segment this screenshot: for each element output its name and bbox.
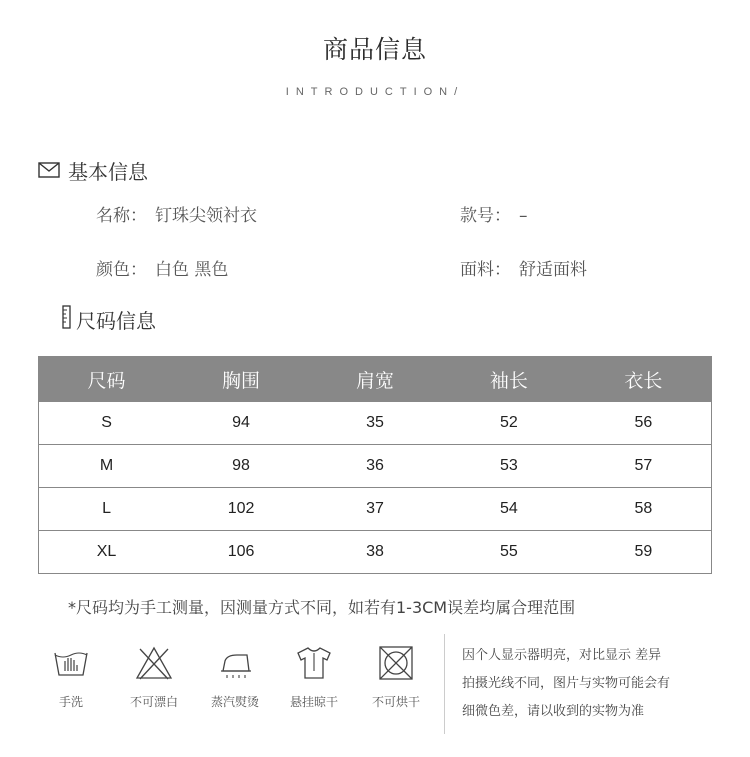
table-cell: 106	[174, 531, 308, 574]
page-subtitle: INTRODUCTION/	[285, 86, 465, 98]
care-item-no-tumble-dry	[356, 645, 436, 710]
table-cell: XL	[39, 531, 175, 574]
field-label: 款号：	[460, 206, 511, 226]
care-item-steam-iron	[195, 645, 275, 710]
column-header: 袖长	[442, 357, 576, 402]
divider	[444, 634, 445, 734]
table-cell: 53	[442, 445, 576, 488]
care-item-hand-wash	[31, 645, 111, 710]
column-header: 尺码	[39, 357, 175, 402]
steam-iron-icon	[195, 645, 275, 681]
table-cell: 54	[442, 488, 576, 531]
page-title: 商品信息	[322, 35, 427, 64]
no-bleach-icon	[114, 645, 194, 681]
table-cell: 52	[442, 402, 576, 445]
table-row	[39, 402, 712, 445]
table-cell: 36	[308, 445, 442, 488]
field-value: 白色 黑色	[155, 260, 229, 280]
field-color	[96, 255, 228, 280]
envelope-icon	[38, 159, 60, 183]
disclaimer-line: 拍摄光线不同，图片与实物可能会有	[462, 676, 671, 691]
care-item-hang-dry	[274, 645, 354, 710]
size-info-heading-text: 尺码信息	[76, 309, 156, 333]
table-cell: 55	[442, 531, 576, 574]
table-row	[39, 445, 712, 488]
basic-info-heading-text: 基本信息	[68, 160, 148, 184]
table-row	[39, 488, 712, 531]
table-cell: 98	[174, 445, 308, 488]
table-row	[39, 531, 712, 574]
field-label: 颜色：	[96, 260, 147, 280]
table-cell: 35	[308, 402, 442, 445]
field-value: 钉珠尖领衬衣	[155, 206, 257, 226]
care-label: 手洗	[58, 695, 83, 709]
care-label: 不可漂白	[129, 695, 178, 709]
measurement-note: *尺码均为手工测量，因测量方式不同，如若有1-3CM误差均属合理范围	[68, 598, 576, 617]
field-value: –	[519, 206, 528, 226]
disclaimer-line: 因个人显示器明亮，对比显示 差异	[462, 648, 662, 663]
table-cell: S	[39, 402, 175, 445]
disclaimer-line: 细微色差，请以收到的实物为准	[462, 704, 645, 719]
care-label: 蒸汽熨烫	[210, 695, 259, 709]
table-cell: L	[39, 488, 175, 531]
table-cell: 102	[174, 488, 308, 531]
column-header: 胸围	[174, 357, 308, 402]
table-header-row	[39, 357, 712, 402]
field-style-number	[460, 201, 528, 226]
field-name	[96, 201, 257, 226]
table-cell: 38	[308, 531, 442, 574]
column-header: 肩宽	[308, 357, 442, 402]
basic-info-heading	[38, 156, 148, 185]
column-header: 衣长	[576, 357, 712, 402]
table-cell: M	[39, 445, 175, 488]
no-tumble-dry-icon	[356, 645, 436, 681]
field-label: 名称：	[96, 206, 147, 226]
field-fabric	[460, 255, 587, 280]
size-info-heading	[60, 305, 156, 334]
field-value: 舒适面料	[519, 260, 587, 280]
table-cell: 58	[576, 488, 712, 531]
size-table	[38, 356, 712, 574]
table-cell: 37	[308, 488, 442, 531]
hang-dry-icon	[274, 645, 354, 681]
color-disclaimer	[462, 642, 722, 726]
care-label: 悬挂晾干	[289, 695, 338, 709]
table-cell: 57	[576, 445, 712, 488]
care-label: 不可烘干	[371, 695, 420, 709]
table-cell: 94	[174, 402, 308, 445]
table-cell: 56	[576, 402, 712, 445]
hand-wash-icon	[31, 645, 111, 681]
field-label: 面料：	[460, 260, 511, 280]
care-item-no-bleach	[114, 645, 194, 710]
table-cell: 59	[576, 531, 712, 574]
ruler-icon	[60, 305, 72, 334]
